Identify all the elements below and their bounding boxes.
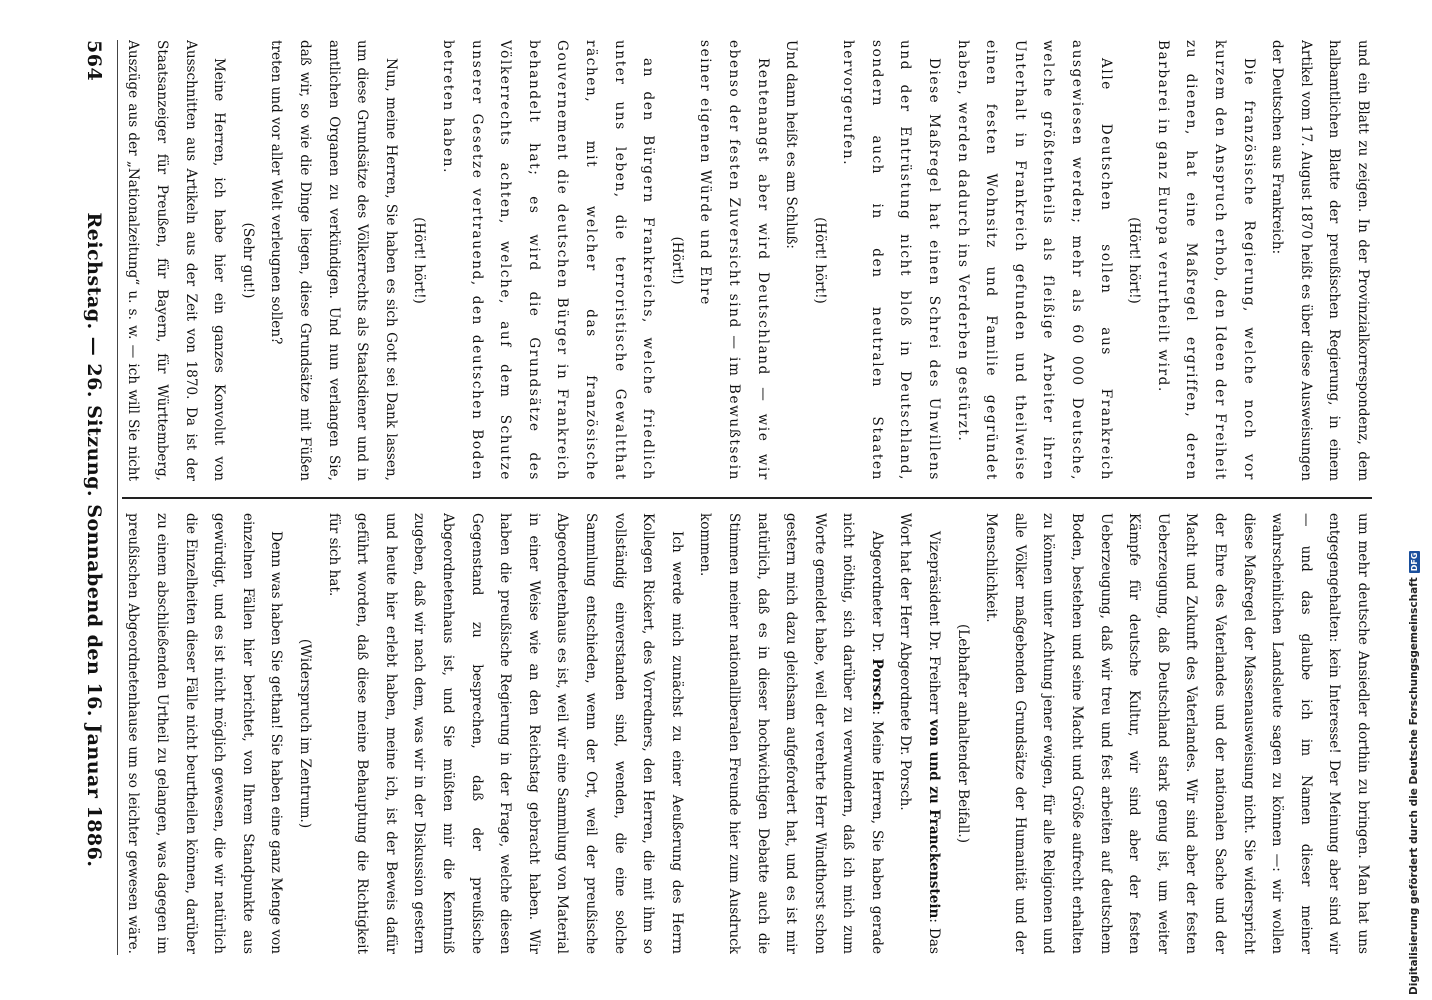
speaker-paragraph xyxy=(691,513,891,954)
reaction-note: (Lebhafter anhaltender Beifall.) xyxy=(954,623,971,844)
credit-text: Digitalisierung gefördert durch die Deutsche Forschungsgemeinschaft xyxy=(1408,577,1420,995)
text-column-right xyxy=(122,513,1377,954)
paragraph: Und dann heißt es am Schluß: xyxy=(783,40,800,249)
paragraph: und ein Blatt zu zeigen. In der Provinzialkorrespondenz, dem halbamtlichen Blatte der preußischen Regierung, in einem Artikel vom 17. August 1870 heißt es über diese Ausweisungen der Deutschen aus Frankreich: xyxy=(1269,40,1371,481)
speaker-intro: Vizepräsident Dr. Freiherr xyxy=(926,531,943,720)
paragraph: Meine Herren, ich habe hier ein ganzes Konvolut von Ausschnitten aus Artikeln aus der Zeit von 1870. Da ist der Staatsanzeiger für Preußen, für Bayern, für Württemberg, Auszüge aus der „Nationalzeitung“ u. s. w. — ich will Sie nicht xyxy=(125,40,228,481)
speaker-intro: Abgeordneter Dr. xyxy=(868,531,885,659)
speaker-text: : Das Wort hat der Herr Abgeordnete Dr. Porsch. xyxy=(897,513,943,954)
reaction-note: (Widerspruch im Zentrum.) xyxy=(297,638,314,829)
page-header xyxy=(74,40,114,970)
page-number: 564 xyxy=(83,40,105,82)
reaction-note: (Sehr gut!) xyxy=(239,222,256,299)
speaker-name: Porsch xyxy=(868,658,885,711)
reaction-note: (Hört! hört!) xyxy=(411,217,428,304)
digitization-credit xyxy=(1408,551,1420,995)
paragraph: Nun, meine Herren, Sie haben es sich Gott sei Dank lassen, um diese Grundsätze des Völkerrechts als Staatsdiener und in amtlichen Organen zu verkündigen. Und nun verlangen Sie, daß wir, so wie die Dinge liegen, diese Grundsätze mit Füßen treten und vor aller Welt verleugnen sollen? xyxy=(268,40,399,481)
quotation: Alle Deutschen sollen aus Frankreich ausgewiesen werden; mehr als 60 000 Deutsche, welche größtentheils als fleißige Arbeiter ihren Unterhalt in Frankreich gefunden und theilweise einen festen Wohnsitz und Familie gegründet haben, werden dadurch ins Verderben gestürzt. xyxy=(954,40,1114,481)
speaker-text: : Meine Herren, Sie haben gerade nicht nöthig, sich darüber zu verwundern, daß ich mich zum Worte gemeldet habe, weil der verehrte Herr Windthorst schon gestern mich dazu gleichsam aufgefordert hat, und es ist mir natürlich, daß es in dieser hochwichtigen Debatte auch die Stimmen meiner nationalliberalen Freunde hier zum Ausdruck kommen. xyxy=(697,513,885,954)
dfg-logo-icon: DFG xyxy=(1409,552,1419,572)
speaker-name: von und zu Franckenstein xyxy=(926,719,943,919)
text-column-left xyxy=(122,40,1377,481)
quotation: Diese Maßregel hat einen Schrei des Unwillens und der Entrüstung nicht bloß in Deutschland, sondern auch in den neutralen Staaten hervorgerufen. xyxy=(840,40,943,481)
quotation: Die französische Regierung, welche noch vor kurzem den Anspruch erhob, den Ideen der Freiheit zu dienen, hat eine Maßregel ergriffen, deren Barbarei in ganz Europa verurtheilt wird. xyxy=(1154,40,1257,481)
paragraph: Ich werde mich zunächst zu einer Aeußerung des Herrn Kollegen Rickert, des Vorredners, den Herren, die mit ihm so vollständig einverstanden sind, wenden, die eine solche Sammlung entschieden, wenn der Ort, weil der preußische Abgeordnetenhaus es ist, weil wir eine Sammlung von Material in einer Weise wie an den Reichstag gebracht haben. Wir haben die preußische Regierung in der Frage, welche diesen Gegenstand zu besprechen, daß der preußische Abgeordnetenhaus ist, und Sie müßten mir die Kenntniß zugeben, daß wir nach dem, was wir in der Diskussion gestern und heute hier erlebt haben, meine ich, ist der Beweis dafür geführt worden, daß diese meine Behauptung die Richtigkeit für sich hat. xyxy=(325,513,685,954)
header-rule xyxy=(117,40,118,955)
reaction-note: (Hört!) xyxy=(668,236,685,285)
reaction-note: (Hört! hört!) xyxy=(1126,217,1143,304)
paragraph: Denn was haben Sie gethan! Sie haben eine ganz Menge von einzelnen Fällen hier berichtet, von Ihrem Standpunkte aus gewürdigt, und es ist nicht möglich gewesen, die wir natürlich die Einzelheiten dieser Fälle nicht beurtheilen können, darüber zu einem abschließenden Urtheil zu gelangen, was dagegen im preußischen Abgeordnetenhause um so leichter gewesen wäre. xyxy=(125,513,285,954)
running-head: Reichstag. — 26. Sitzung. Sonnabend den 16. Januar 1886. xyxy=(83,212,105,868)
reaction-note: (Hört! hört!) xyxy=(811,217,828,304)
paragraph: um mehr deutsche Ansiedler dorthin zu bringen. Man hat uns entgegengehalten: kein Interesse! Der Meinung aber sind wir — und das glaube ich im Namen dieser meiner wahrscheinlichen Landsleute sagen zu können —: wir wollen diese Maßregel der Massenausweisung nicht. Sie widerspricht der Ehre des Vaterlandes und der nationalen Sache und der Macht und Zukunft des Vaterlandes. Wir sind aber der festen Ueberzeugung, daß Deutschland stark genug ist, um weiter Kämpfe für deutsche Kultur, wir sind aber der festen Ueberzeugung, daß wir treu und fest arbeiten auf deutschem Boden, bestehen und seine Macht und Größe aufrecht erhalten zu können unter Achtung jener ewigen, für alle Religionen und alle Völker maßgebenden Grundsätze der Humanität und der Menschlichkeit. xyxy=(983,513,1371,954)
column-divider xyxy=(122,497,1372,499)
quotation: Rentenangst aber wird Deutschland — wie wir ebenso der festen Zuversicht sind — im Bewußtsein seiner eigenen Würde und Ehre xyxy=(697,40,771,481)
speaker-paragraph xyxy=(891,513,948,954)
quotation: an den Bürgern Frankreichs, welche friedlich unter uns leben, die terroristische Gewaltthat rächen, mit welcher das französische Gouvernement die deutschen Bürger in Frankreich behandelt hat; es wird die Grundsätze des Völkerrechts achten, welche, auf dem Schutze unserer Gesetze vertrauend, den deutschen Boden betreten haben. xyxy=(440,40,657,481)
